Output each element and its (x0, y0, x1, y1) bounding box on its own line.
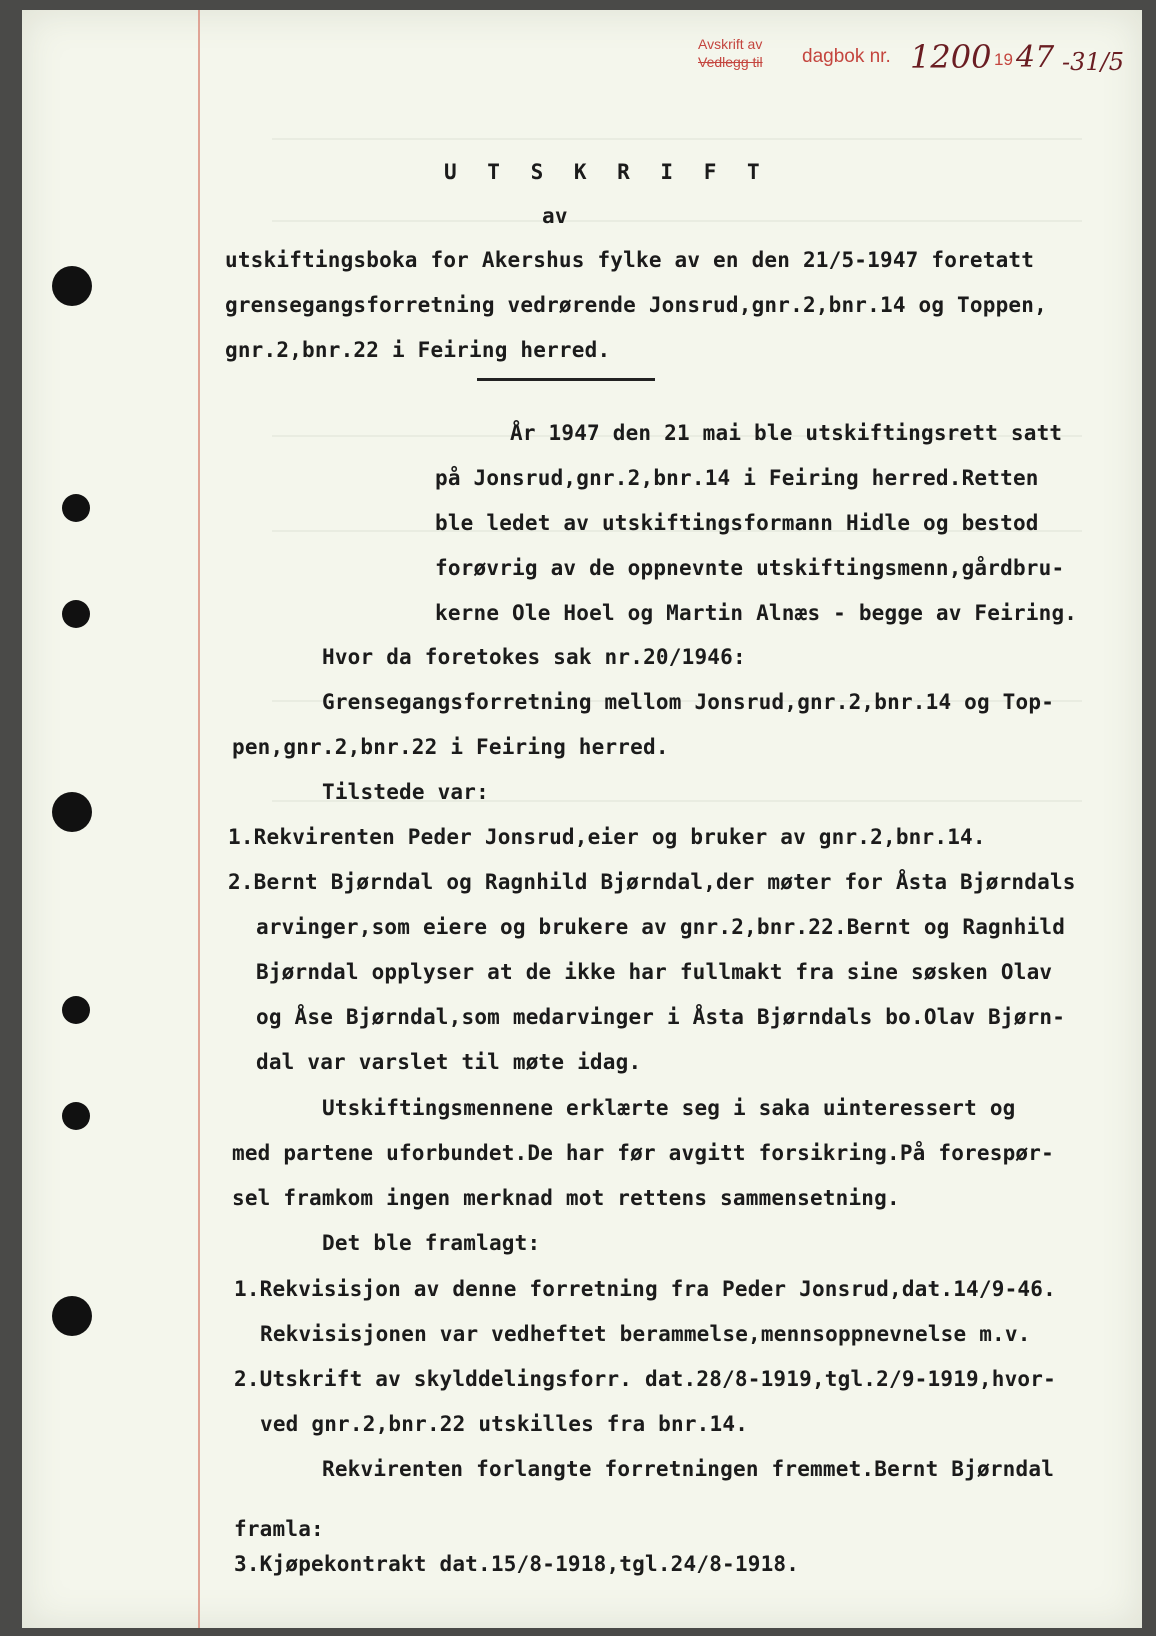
text-line: på Jonsrud,gnr.2,bnr.14 i Feiring herred.Retten (435, 466, 1039, 490)
punch-hole (62, 600, 90, 628)
show-through-line (272, 138, 1082, 140)
punch-hole (62, 1102, 90, 1130)
text-line: Utskiftingsmennene erklærte seg i saka uinteressert og (322, 1096, 1016, 1120)
text-line: Det ble framlagt: (322, 1231, 541, 1255)
year-prefix: 19 (994, 50, 1013, 69)
text-line: ble ledet av utskiftingsformann Hidle og bestod (435, 511, 1039, 535)
document-title: U T S K R I F T (444, 160, 769, 184)
stamp-dagbok: dagbok nr. (802, 46, 891, 67)
title-underline (477, 378, 655, 381)
punch-hole (52, 266, 92, 306)
text-line: 2.Bernt Bjørndal og Ragnhild Bjørndal,der møter for Åsta Bjørndals (228, 870, 1076, 894)
text-line: dal var varslet til møte idag. (256, 1050, 642, 1074)
stamp-vedlegg: Vedlegg til (698, 54, 763, 70)
text-line: Grensegangsforretning mellom Jonsrud,gnr.2,bnr.14 og Top- (322, 690, 1055, 714)
text-line: arvinger,som eiere og brukere av gnr.2,bnr.22.Bernt og Ragnhild (256, 915, 1066, 939)
text-line: kerne Ole Hoel og Martin Alnæs - begge av Feiring. (435, 601, 1078, 625)
text-line: forøvrig av de oppnevnte utskiftingsmenn,gårdbru- (435, 556, 1065, 580)
show-through-line (272, 220, 1082, 222)
punch-hole (52, 792, 92, 832)
journal-note: -31/5 (1062, 48, 1125, 76)
text-line: og Åse Bjørndal,som medarvinger i Åsta Bjørndals bo.Olav Bjørn- (256, 1005, 1066, 1029)
journal-year: 47 (1016, 40, 1055, 75)
text-line: År 1947 den 21 mai ble utskiftingsrett satt (510, 421, 1063, 445)
text-line: Bjørndal opplyser at de ikke har fullmakt fra sine søsken Olav (256, 960, 1053, 984)
text-line: Tilstede var: (322, 780, 489, 804)
document-page (22, 10, 1142, 1628)
text-line: utskiftingsboka for Akershus fylke av en den 21/5-1947 foretatt (225, 248, 1035, 272)
text-line: 1.Rekvirenten Peder Jonsrud,eier og bruker av gnr.2,bnr.14. (228, 825, 986, 849)
text-line: 1.Rekvisisjon av denne forretning fra Peder Jonsrud,dat.14/9-46. (234, 1277, 1056, 1301)
text-line: med partene uforbundet.De har før avgitt forsikring.På forespør- (232, 1141, 1054, 1165)
text-line: pen,gnr.2,bnr.22 i Feiring herred. (232, 735, 669, 759)
stamp-avskrift: Avskrift av (698, 36, 763, 52)
text-line: framla: (234, 1517, 324, 1541)
journal-number: 1200 (910, 38, 992, 76)
punch-hole (62, 996, 90, 1024)
punch-hole (52, 1296, 92, 1336)
margin-rule (198, 10, 200, 1628)
text-line: sel framkom ingen merknad mot rettens sammensetning. (232, 1186, 900, 1210)
text-line: ved gnr.2,bnr.22 utskilles fra bnr.14. (260, 1412, 749, 1436)
text-line: Rekvirenten forlangte forretningen fremmet.Bernt Bjørndal (322, 1457, 1055, 1481)
punch-hole (62, 494, 90, 522)
text-line: gnr.2,bnr.22 i Feiring herred. (225, 338, 611, 362)
text-line: Rekvisisjonen var vedheftet berammelse,mennsoppnevnelse m.v. (260, 1322, 1031, 1346)
text-line: 2.Utskrift av skylddelingsforr. dat.28/8-1919,tgl.2/9-1919,hvor- (234, 1367, 1056, 1391)
text-line: av (542, 204, 568, 228)
text-line: Hvor da foretokes sak nr.20/1946: (322, 645, 746, 669)
text-line: grensegangsforretning vedrørende Jonsrud,gnr.2,bnr.14 og Toppen, (225, 293, 1047, 317)
text-line: 3.Kjøpekontrakt dat.15/8-1918,tgl.24/8-1918. (234, 1552, 800, 1576)
